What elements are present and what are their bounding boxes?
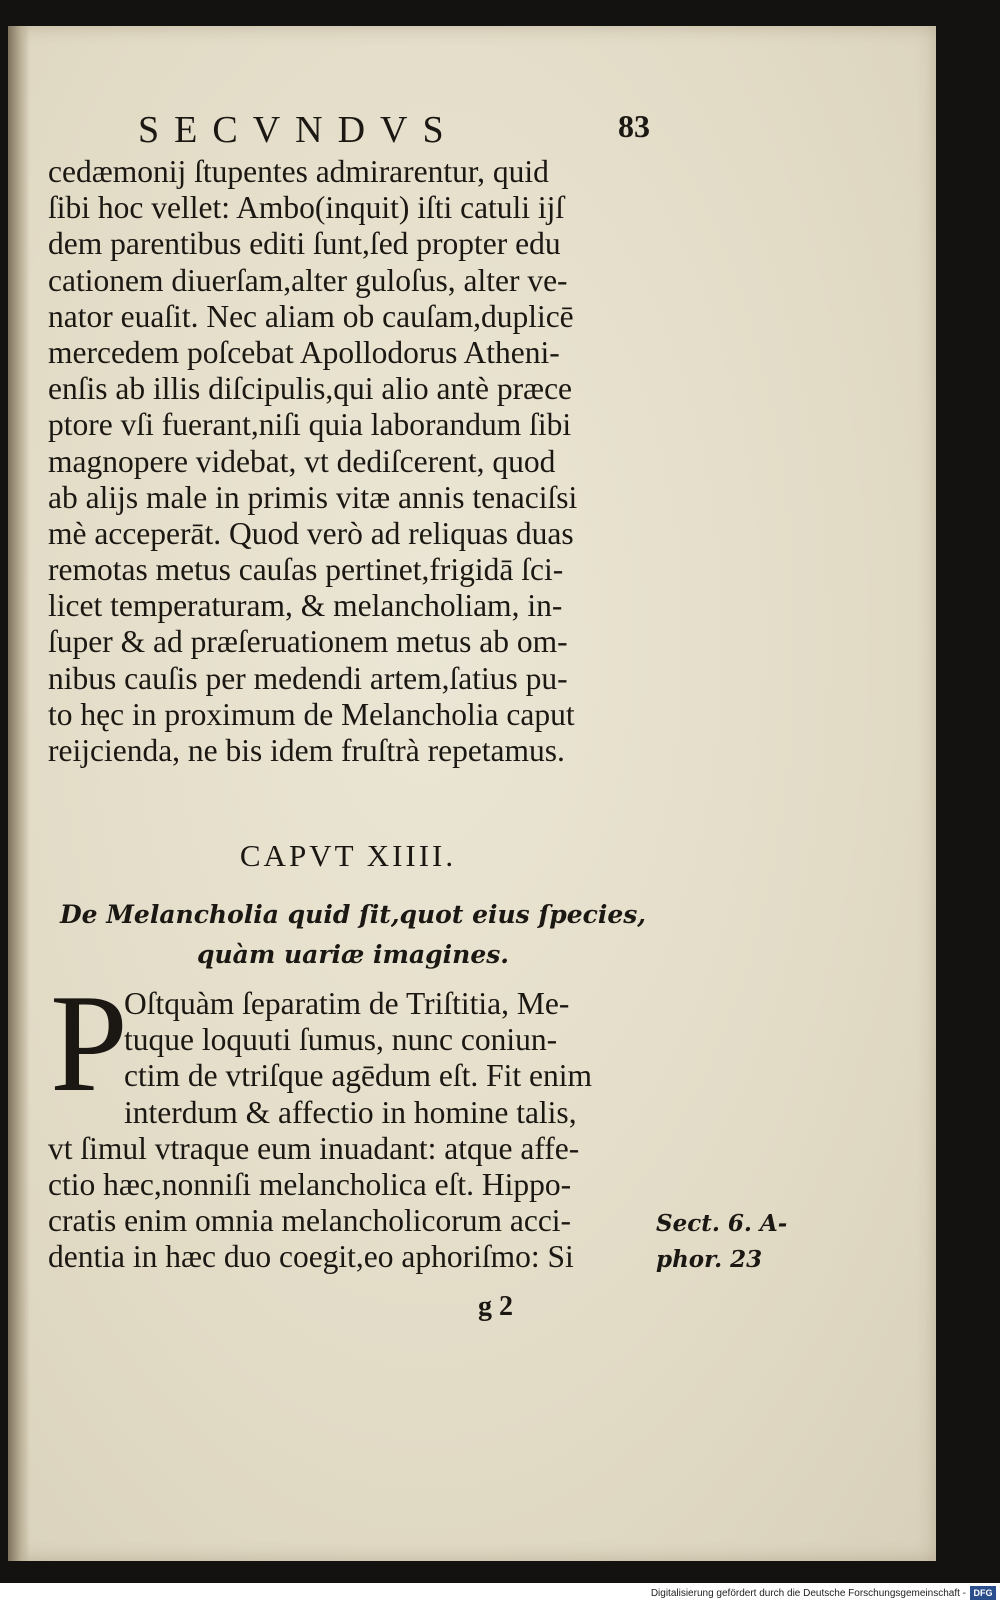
text-line: magnopere videbat, vt dediſcerent, quod — [48, 443, 556, 479]
text-line: dentia in hæc duo coegit,eo aphoriſmo: Si — [48, 1239, 574, 1275]
chapter-subtitle-line-2: quàm uariæ imagines. — [196, 940, 510, 969]
text-line: cratis enim omnia melancholicorum acci- — [48, 1203, 572, 1239]
text-line: nibus cauſis per medendi artem,ſatius pu- — [48, 660, 568, 696]
signature-mark: g 2 — [478, 1291, 513, 1322]
text-line: enſis ab illis diſcipulis,qui alio antè præce — [48, 371, 573, 407]
drop-capital: P — [50, 966, 128, 1121]
dfg-logo: DFG — [970, 1586, 996, 1600]
text-line: dem parentibus editi ſunt,ſed propter edu — [48, 226, 561, 262]
text-line: ſibi hoc vellet: Ambo(inquit) iſti catuli ijſ — [48, 190, 565, 226]
chapter-subtitle-line-1: De Melancholia quid ſit,quot eius ſpecies, — [59, 900, 647, 929]
text-line: cedæmonij ſtupentes admirarentur, quid — [48, 154, 549, 189]
text-line: tuque loquuti ſumus, nunc coniun- — [124, 1022, 558, 1058]
text-line: interdum & affectio in homine talis, — [124, 1094, 577, 1130]
page-header — [138, 108, 658, 158]
digitization-credit: Digitalisierung gefördert durch die Deutsche Forschungsgemeinschaft - — [650, 1588, 966, 1599]
paragraph-2 — [48, 966, 668, 1276]
margin-note-line-1: Sect. 6. A- — [656, 1210, 788, 1237]
text-line: ab alijs male in primis vitæ annis tenaciſsi — [48, 479, 578, 515]
chapter-heading: CAPVT XIIII. — [239, 838, 457, 873]
text-line: ſuper & ad præſeruationem metus ab om- — [48, 624, 568, 660]
text-line: reijcienda, ne bis idem fruſtrà repetamus. — [48, 733, 565, 768]
text-line: ctio hæc,nonniſi melancholica eſt. Hippo- — [48, 1166, 572, 1202]
text-line: remotas metus cauſas pertinet,frigidā ſci- — [48, 552, 564, 588]
text-line: ctim de vtriſque agēdum eſt. Fit enim — [124, 1058, 593, 1094]
text-line: ptore vſi fuerant,niſi quia laborandum ſibi — [48, 407, 572, 443]
text-line: to hęc in proximum de Melancholia caput — [48, 696, 575, 732]
margin-note-line-2: phor. 23 — [656, 1246, 763, 1273]
folio-number: 83 — [618, 108, 650, 144]
text-line: mè acceperāt. Quod verò ad reliquas duas — [48, 515, 574, 551]
text-line: vt ſimul vtraque eum inuadant: atque affe- — [48, 1130, 580, 1166]
margin-note — [656, 1206, 787, 1278]
text-line: nator euaſit. Nec aliam ob cauſam,duplicē — [48, 298, 574, 334]
text-line: mercedem poſcebat Apollodorus Atheni- — [48, 334, 560, 370]
paragraph-1 — [48, 154, 668, 769]
text-line: Oſtquàm ſeparatim de Triſtitia, Me- — [124, 986, 570, 1021]
text-line: cationem diuerſam,alter guloſus, alter ve- — [48, 262, 568, 298]
book-page — [8, 26, 936, 1561]
running-head: SECVNDVS — [138, 109, 459, 151]
page-gutter-shadow — [8, 26, 30, 1561]
text-line: licet temperaturam, & melancholiam, in- — [48, 588, 563, 624]
